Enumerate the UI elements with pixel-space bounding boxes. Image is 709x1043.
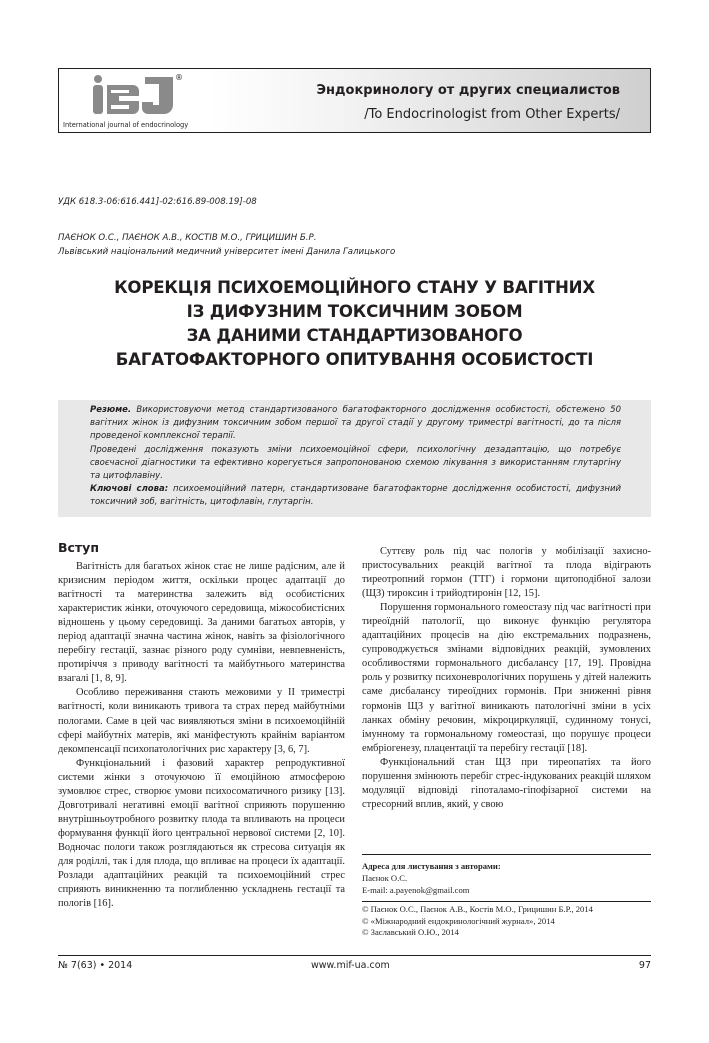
abstract-text-1: Використовуючи метод стандартизованого багатофакторного дослідження особистості, обстежено 50 вагітних жінок із дифузним токсичним зобом першої та другої стадії у другому триместрі вагітності, до та після проведеної комплексної терапії. — [90, 405, 622, 442]
correspondence-email: E-mail: a.payenok@gmail.com — [362, 885, 470, 895]
keywords-text: психоемоційний патерн, стандартизоване багатофакторне дослідження особистості, дифузний токсичний зоб, вагітність, цитофлавін, глутаргін. — [90, 484, 621, 508]
correspondence-name: Паєнок О.С. — [362, 873, 408, 883]
journal-logo — [59, 69, 209, 132]
issue-number: № 7(63) • 2014 — [58, 960, 133, 971]
paragraph: Функціональний і фазовий характер репродуктивної системи жінки з оточуючою її емоційною атмосферою зумовлює стрес, створює умови психосоматичного ризику [13]. Довготривалі негативні емоції вагітної сприяють порушенню внутрішньоутробного розвитку плода та впливають на процеси формування функції його центральної нервової системи [2, 10]. Водночас пологи також розглядаються як стресова ситуація як для роділлі, так і для плода, що впливає на процеси їх адаптації. Розлади адаптаційних реакцій та психоемоційний стрес сприяють виникненню та поглибленню ускладнень гестації та пологів [16]. — [58, 757, 345, 910]
paragraph: Вагітність для багатьох жінок стає не лише радісним, але й кризисним періодом життя, оскільки процес адаптації до вагітності та материнства залежить від особистісних характеристик жінки, оточуючого середовища, міжособистісних відношень у цьому середовищі. За даними багатьох авторів, у період адаптації значна частина жінок, навіть за фізіологічного перебігу гестації, зазнає різного роду сумніви, невпевненість, протиріччя з приводу вагітності та майбутнього материнства взагалі [1, 8, 9]. — [58, 561, 345, 685]
title-line: ІЗ ДИФУЗНИМ ТОКСИЧНИМ ЗОБОМ — [186, 302, 523, 321]
paragraph: Особливо переживання стають межовими у II триместрі вагітності, коли виникають тривога та страх перед майбутніми пологами. Саме в цей час виявляються зміни в психоемоційній сфері майбутніх матерів, які маніфестують крайнім варіантом декомпенсації психопатологічних рис характеру [3, 6, 7]. — [58, 687, 345, 755]
copyright-block — [362, 904, 651, 939]
left-column — [58, 560, 345, 911]
right-column — [362, 545, 651, 812]
udk-code: УДК 618.3-06:616.441]-02:616.89-008.19]-08 — [58, 197, 257, 207]
authors: ПАЄНОК О.С., ПАЄНОК А.В., КОСТІВ М.О., ГРИЦИШИН Б.Р. — [58, 233, 317, 243]
article-title — [58, 276, 651, 372]
divider — [362, 901, 651, 902]
abstract-para-2: Проведені дослідження показують зміни психоемоційної сфери, психологічну дезадаптацію, що потребує своєчасної діагностики та ефективно корегується запропонованою схемою лікування з використанням глутаргіну та цитофлавіну. — [90, 444, 621, 482]
copyright-line: © Заславський О.Ю., 2014 — [362, 927, 459, 938]
abstract-label: Резюме. — [90, 405, 132, 415]
website: www.mif-ua.com — [311, 960, 390, 971]
copyright-line: © Паєнок О.С., Паєнок А.В., Костів М.О., Грицишин Б.Р., 2014 — [362, 904, 593, 914]
section-heading: Вступ — [58, 540, 99, 555]
logo-caption: International journal of endocrinology — [63, 120, 189, 129]
keywords — [90, 483, 621, 509]
section-title-en: /To Endocrinologist from Other Experts/ — [364, 107, 620, 122]
correspondence-title: Адреса для листування з авторами: — [362, 861, 501, 871]
correspondence — [362, 854, 651, 896]
header-band — [209, 69, 650, 132]
abstract-box — [58, 400, 651, 517]
abstract-para-1 — [90, 404, 621, 444]
iej-logo-icon — [93, 75, 177, 115]
keywords-label: Ключові слова: — [90, 484, 169, 495]
copyright-line: © «Міжнародний ендокринологічний журнал», 2014 — [362, 915, 555, 926]
title-line: БАГАТОФАКТОРНОГО ОПИТУВАННЯ ОСОБИСТОСТІ — [115, 350, 594, 369]
paragraph: Функціональний стан ЩЗ при тиреопатіях та його порушення змінюють перебіг стрес-індукованих реакцій шляхом модуляції відповіді гіпоталамо-гіпофізарної системи на стресорний вплив, який, у свою — [362, 756, 651, 810]
title-line: КОРЕКЦІЯ ПСИХОЕМОЦІЙНОГО СТАНУ У ВАГІТНИХ — [114, 278, 595, 297]
paragraph: Порушення гормонального гомеостазу під час вагітності при тиреоїдній патології, що виконує функцію регулятора адаптаційних процесів на дію екстремальних подразнень, супроводжується змінами відповідних реакцій, зумовлених особливостями гормонального дисбалансу [17, 19]. Провідна роль у розвитку психоневрологічних порушень у дітей належить саме дисбалансу тиреоїдних гормонів. При зниженні рівня гормонів ЩЗ у вагітної виникають патологічні зміни в усіх ланках обміну речовин, мікроциркуляції, судинному тонусі, імунному та гормональному гомеостазі, що порушує процеси ембріогенезу, плацентації та перебігу гестації [18]. — [362, 602, 651, 754]
footer-divider — [58, 955, 651, 956]
journal-header — [58, 68, 651, 133]
registered-mark: ® — [175, 73, 183, 82]
section-title-ru: Эндокринологу от других специалистов — [316, 83, 620, 98]
paragraph: Суттєву роль під час пологів у мобілізації захисно-пристосувальних реакцій вагітної та плода відіграють тиреотропний гормон (ТТГ) і гормони щитоподібної залози (ЩЗ) тироксин і трийодтиронін [12, 15]. — [362, 546, 651, 600]
page-number: 97 — [638, 960, 651, 971]
title-line: ЗА ДАНИМИ СТАНДАРТИЗОВАНОГО — [186, 326, 523, 345]
affiliation: Львівський національний медичний університет імені Данила Галицького — [58, 247, 396, 257]
